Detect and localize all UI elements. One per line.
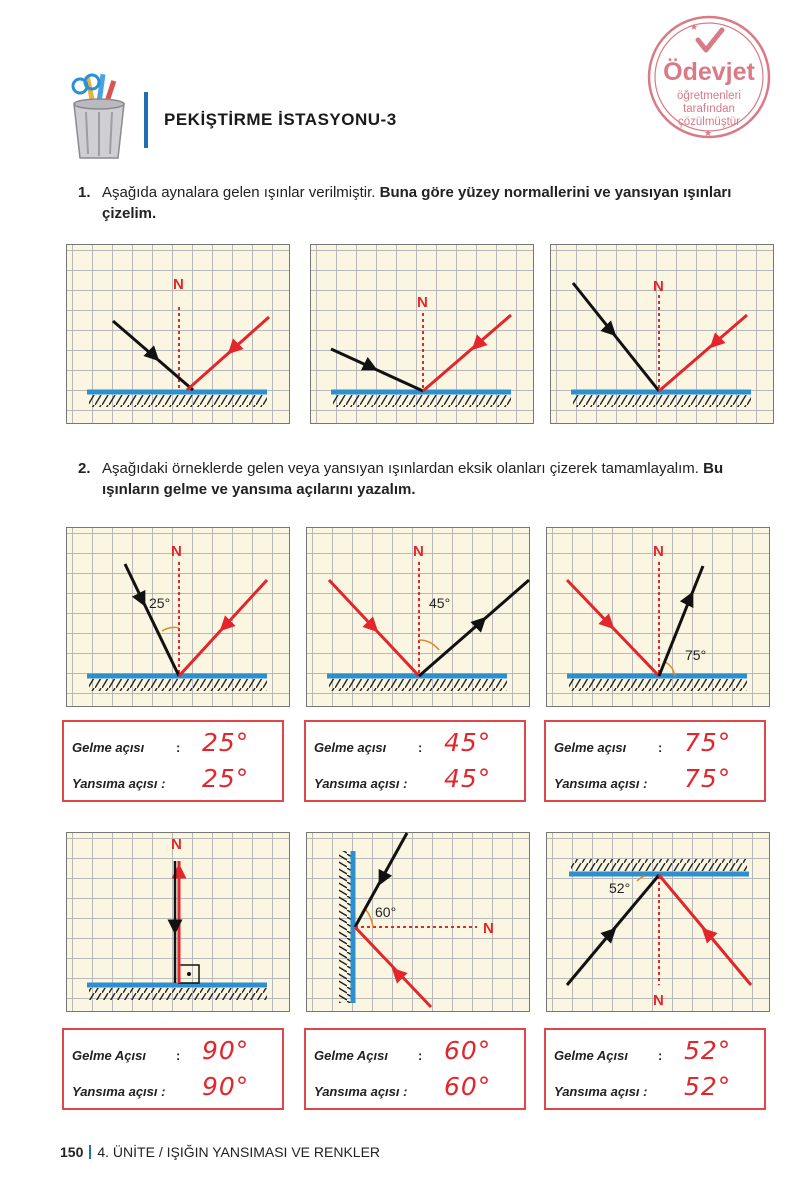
- reflected-arrow: [479, 622, 481, 624]
- question-2-text: Aşağıdaki örneklerde gelen veya yansıyan ışınlardan eksik olanları çizerek tamamlayalım.: [102, 460, 704, 477]
- mirror-hatch: [339, 851, 351, 1003]
- gelme-value: 90°: [202, 1036, 250, 1065]
- gelme-colon: :: [658, 1048, 663, 1063]
- reflected-arrow: [715, 341, 717, 343]
- stamp-line1: öğretmenleri: [677, 90, 741, 102]
- incident-arrow: [141, 598, 142, 600]
- angle-arc: [637, 876, 645, 881]
- normal-label: N: [653, 992, 664, 1009]
- gelme-label: Gelme Açısı: [72, 1048, 146, 1063]
- incident-ray: [125, 564, 179, 676]
- gelme-label: Gelme açısı: [554, 740, 627, 755]
- mirror-hatch: [89, 395, 267, 407]
- pencil-cup-icon: [64, 72, 134, 162]
- incident-arrow: [382, 877, 383, 879]
- page-number: 150: [60, 1144, 84, 1160]
- reflected-ray: [659, 875, 751, 985]
- angle-arc: [162, 627, 179, 631]
- gelme-value: 45°: [444, 728, 492, 757]
- angle-label: 25°: [149, 595, 171, 611]
- incident-ray: [329, 580, 419, 676]
- gelme-label: Gelme Açısı: [314, 1048, 388, 1063]
- answer-box-6: [544, 1028, 766, 1110]
- incident-ray: [567, 580, 659, 676]
- gelme-label: Gelme Açısı: [554, 1048, 628, 1063]
- yansima-label: Yansıma açısı :: [554, 776, 648, 791]
- diagram-q2b: [306, 527, 530, 707]
- mirror-hatch: [573, 395, 751, 407]
- reflected-ray: [179, 580, 267, 676]
- yansima-value: 60°: [444, 1072, 492, 1101]
- footer-unit-title: 4. ÜNİTE / IŞIĞIN YANSIMASI VE RENKLER: [97, 1144, 381, 1160]
- gelme-colon: :: [658, 740, 663, 755]
- incident-arrow: [610, 330, 611, 331]
- yansima-value: 90°: [202, 1072, 250, 1101]
- incident-ray: [573, 283, 659, 391]
- gelme-value: 52°: [684, 1036, 732, 1065]
- angle-arc: [419, 640, 439, 650]
- odevjet-stamp: [646, 14, 772, 140]
- incident-arrow: [369, 366, 371, 367]
- mirror-hatch: [333, 395, 511, 407]
- answer-box-3: [544, 720, 766, 802]
- yansima-label: Yansıma açısı :: [72, 1084, 166, 1099]
- incident-arrow: [371, 625, 373, 627]
- page-title: PEKİŞTİRME İSTASYONU-3: [164, 110, 397, 129]
- reflected-arrow: [477, 343, 479, 345]
- stamp-brand: Ödevjet: [663, 58, 755, 86]
- question-1-bold-text: Buna göre yüzey normallerini ve yansıyan ışınları çizelim.: [102, 184, 732, 222]
- yansima-value: 52°: [684, 1072, 732, 1101]
- normal-label: N: [171, 836, 182, 853]
- gelme-colon: :: [176, 740, 181, 755]
- reflected-ray: [187, 317, 269, 390]
- yansima-label: Yansıma açısı :: [72, 776, 166, 791]
- normal-label: N: [653, 543, 664, 560]
- normal-label: N: [413, 543, 424, 560]
- svg-text:★: ★: [704, 129, 713, 139]
- gelme-label: Gelme açısı: [314, 740, 387, 755]
- gelme-colon: :: [418, 1048, 423, 1063]
- angle-label: 45°: [429, 595, 451, 611]
- right-angle-dot: [187, 972, 191, 976]
- question-1: [78, 182, 768, 224]
- mirror-hatch: [329, 679, 507, 691]
- gelme-value: 25°: [202, 728, 250, 757]
- reflected-ray: [355, 927, 431, 1007]
- question-2-number: 2.: [78, 460, 91, 477]
- angle-arc: [365, 909, 373, 927]
- mirror-hatch: [569, 679, 747, 691]
- diagram-q2d: [66, 832, 290, 1012]
- gelme-label: Gelme açısı: [72, 740, 145, 755]
- question-2-bold-text: Bu ışınların gelme ve yansıma açılarını yazalım.: [102, 460, 724, 498]
- angle-label: 52°: [609, 880, 631, 896]
- header-divider: [144, 92, 148, 148]
- diagram-q2f: [546, 832, 770, 1012]
- question-2: [78, 458, 768, 500]
- diagram-q1c: [550, 244, 774, 424]
- gelme-colon: :: [418, 740, 423, 755]
- diagram-q1b: [310, 244, 534, 424]
- yansima-value: 25°: [202, 764, 250, 793]
- mirror-hatch: [89, 679, 267, 691]
- mirror-hatch: [571, 859, 747, 871]
- page-footer: [60, 1144, 380, 1160]
- reflected-ray: [423, 315, 511, 391]
- diagram-q1a: [66, 244, 290, 424]
- reflected-arrow: [225, 624, 227, 626]
- question-1-text: Aşağıda aynalara gelen ışınlar verilmiştir.: [102, 184, 380, 201]
- answer-box-5: [304, 1028, 526, 1110]
- normal-label: N: [653, 278, 664, 295]
- svg-text:★: ★: [690, 23, 699, 33]
- reflected-arrow: [689, 598, 690, 600]
- yansima-value: 45°: [444, 764, 492, 793]
- stamp-line2: tarafından: [683, 103, 735, 115]
- reflected-arrow: [233, 347, 235, 349]
- gelme-value: 75°: [684, 728, 732, 757]
- reflected-arrow: [397, 973, 399, 975]
- incident-arrow: [607, 622, 609, 624]
- incident-arrow: [153, 355, 154, 356]
- incident-ray: [331, 349, 423, 391]
- question-1-number: 1.: [78, 184, 91, 201]
- normal-label: N: [483, 920, 494, 937]
- incident-arrow: [609, 933, 611, 935]
- yansima-label: Yansıma açısı :: [314, 1084, 408, 1099]
- reflected-arrow: [707, 933, 709, 935]
- diagram-q2e: [306, 832, 530, 1012]
- answer-box-4: [62, 1028, 284, 1110]
- diagram-q2c: [546, 527, 770, 707]
- yansima-value: 75°: [684, 764, 732, 793]
- gelme-colon: :: [176, 1048, 181, 1063]
- normal-label: N: [417, 294, 428, 311]
- angle-label: 60°: [375, 904, 397, 920]
- yansima-label: Yansıma açısı :: [554, 1084, 648, 1099]
- mirror-hatch: [89, 988, 267, 1000]
- reflected-ray: [659, 315, 747, 391]
- footer-divider: [89, 1145, 91, 1159]
- normal-label: N: [171, 543, 182, 560]
- angle-label: 75°: [685, 647, 707, 663]
- gelme-value: 60°: [444, 1036, 492, 1065]
- yansima-label: Yansıma açısı :: [314, 776, 408, 791]
- answer-box-2: [304, 720, 526, 802]
- normal-label: N: [173, 276, 184, 293]
- stamp-line3: çözülmüştür: [678, 116, 740, 128]
- answer-box-1: [62, 720, 284, 802]
- diagram-q2a: [66, 527, 290, 707]
